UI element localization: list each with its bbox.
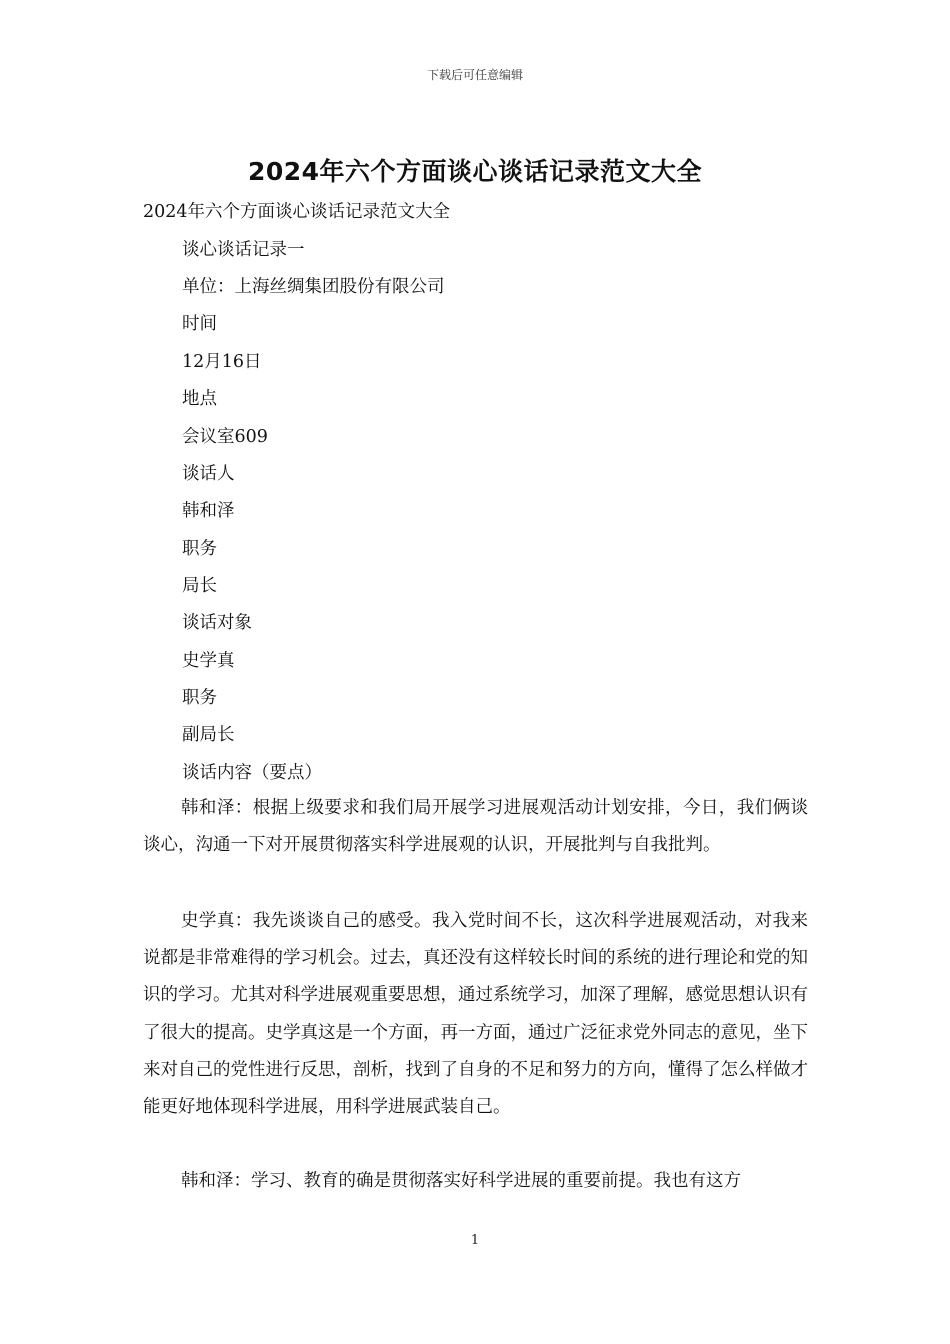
paragraph: 韩和泽：根据上级要求和我们局开展学习进展观活动计划安排，今日，我们俩谈谈心，沟通一下对开展贯彻落实科学进展观的认识，开展批判与自我批判。 (143, 798, 808, 856)
field-value-interviewee-position: 副局长 (182, 725, 235, 745)
field-label-speaker-position: 职务 (182, 539, 217, 559)
field-value-interviewee: 史学真 (182, 651, 235, 671)
record-heading: 谈心谈话记录一 (182, 240, 305, 260)
field-value-speaker: 韩和泽 (182, 501, 235, 521)
page-number: 1 (470, 1233, 480, 1248)
document-title: 2024年六个方面谈心谈话记录范文大全 (247, 157, 703, 186)
field-label-interviewee-position: 职务 (182, 688, 217, 708)
field-label-speaker: 谈话人 (182, 464, 235, 484)
header-note: 下载后可任意编辑 (426, 68, 523, 82)
field-label-interviewee: 谈话对象 (182, 613, 252, 633)
paragraph: 韩和泽：学习、教育的确是贯彻落实好科学进展的重要前提。我也有这方 (181, 1171, 741, 1191)
paragraph: 史学真：我先谈谈自己的感受。我入党时间不长，这次科学进展观活动，对我来说都是非常难得的学习机会。过去，真还没有这样较长时间的系统的进行理论和党的知识的学习。尤其对科学进展观重要思想，通过系统学习，加深了理解，感觉思想认识有了很大的提高。史学真这是一个方面，再一方面，通过广泛征求党外同志的意见，坐下来对自己的党性进行反思，剖析，找到了自身的不足和努力的方向，懂得了怎么样做才能更好地体现科学进展，用科学进展武装自己。 (143, 911, 808, 1118)
field-label-location: 地点 (182, 389, 217, 409)
field-value-location: 会议室609 (182, 427, 268, 447)
field-value-time: 12月16日 (182, 352, 262, 372)
field-unit: 单位：上海丝绸集团股份有限公司 (182, 277, 445, 297)
field-value-speaker-position: 局长 (182, 576, 217, 596)
subtitle-line: 2024年六个方面谈心谈话记录范文大全 (143, 202, 451, 222)
field-label-time: 时间 (182, 314, 217, 334)
field-label-content: 谈话内容（要点） (182, 763, 322, 783)
